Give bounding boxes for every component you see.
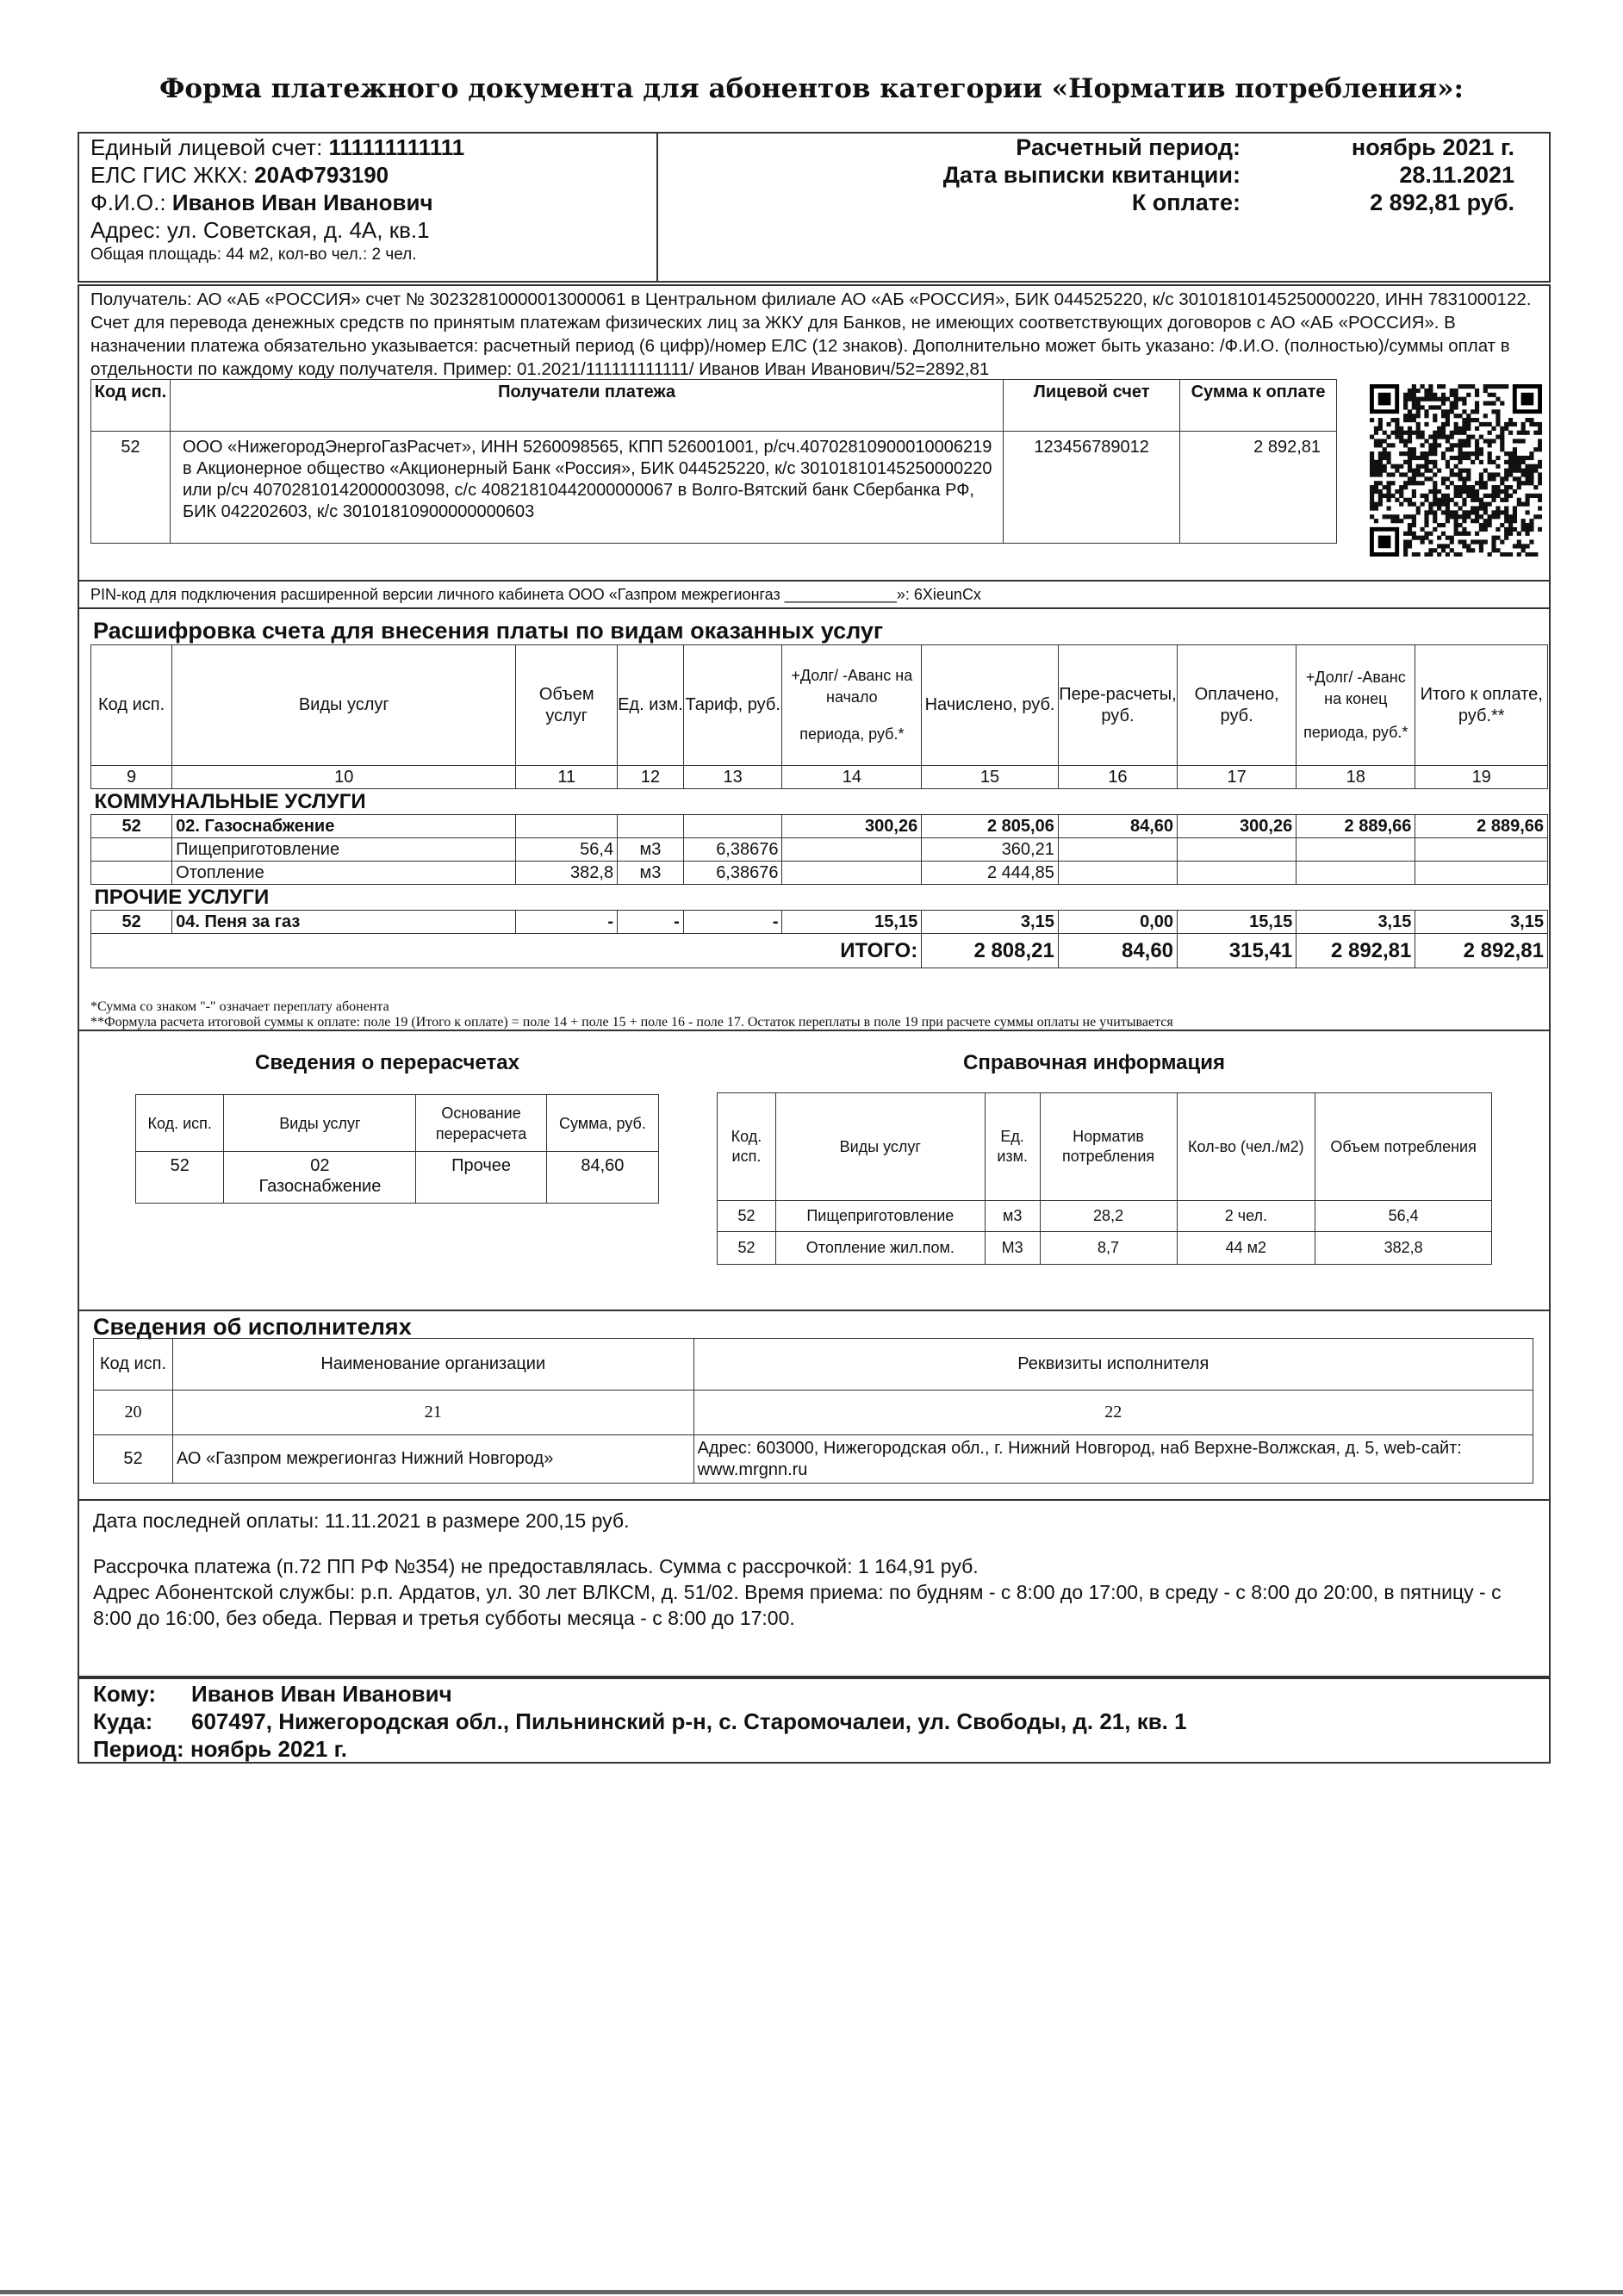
- row-tariff: -: [683, 911, 782, 934]
- exec-code: 52: [94, 1435, 173, 1484]
- col-unit-header: Ед. изм.: [618, 645, 684, 766]
- row-code: 52: [91, 815, 172, 838]
- row-unit: м3: [618, 838, 684, 862]
- row-charged: 360,21: [922, 838, 1059, 862]
- totals-recalc: 84,60: [1058, 934, 1177, 968]
- exec-header-org: Наименование организации: [172, 1339, 693, 1391]
- recalc-code: 52: [136, 1152, 224, 1204]
- ref-code: 52: [718, 1201, 776, 1232]
- date-label: Дата выписки квитанции:: [942, 162, 1241, 188]
- header-divider: [656, 134, 658, 282]
- row-debt-start: 15,15: [782, 911, 922, 934]
- ref-unit: м3: [985, 1201, 1040, 1232]
- debt-start-top-text: +Долг/ -Аванс на начало: [791, 667, 913, 706]
- recalc-title: Сведения о перерасчетах: [255, 1051, 519, 1074]
- col-tariff-header: Тариф, руб.: [683, 645, 782, 766]
- col-total-header: Итого к оплате, руб.**: [1415, 645, 1548, 766]
- ref-qty: 2 чел.: [1177, 1201, 1315, 1232]
- exec-num: 21: [172, 1391, 693, 1435]
- row-total: 3,15: [1415, 911, 1548, 934]
- recipient-text: Получатель: АО «АБ «РОССИЯ» счет № 30232810000013000061 в Центральном филиале АО «АБ «РОССИЯ», БИК 044525220, к/с 30101810145250000220, ИНН 7831000122. Счет для перевода денежных средств по принятым платежам физических лиц за ЖКУ для Банков, не имеющих соответствующих договоров с АО «АБ «РОССИЯ». В назначении платежа обязательно указывается: расчетный период (6 цифр)/номер ЕЛС (12 знаков). Дополнительно может быть указано: /Ф.И.О. (полностью)/суммы оплат в отдельности по каждому коду получателя. Пример: 01.2021/111111111111/ Иванов Иван Иванович/52=2892,81: [90, 289, 1532, 379]
- payees-header-account: Лицевой счет: [1004, 380, 1180, 432]
- exec-org: АО «Газпром межрегионгаз Нижний Новгород»: [172, 1435, 693, 1484]
- table-row: [718, 1201, 1492, 1232]
- totals-total: 2 892,81: [1415, 934, 1548, 968]
- ref-norm: 28,2: [1040, 1201, 1177, 1232]
- ref-qty: 44 м2: [1177, 1232, 1315, 1265]
- row-service: Отопление: [172, 862, 516, 885]
- col-num: 13: [683, 766, 782, 789]
- col-num: 19: [1415, 766, 1548, 789]
- footnote-2: **Формула расчета итоговой суммы к оплате: поле 19 (Итого к оплате) = поле 14 + поле 15 + поле 16 - поле 17. Остаток переплаты в поле 19 при расчете суммы оплаты не учитывается: [90, 1015, 1173, 1030]
- where-value: 607497, Нижегородская обл., Пильнинский р-н, с. Старомочалеи, ул. Свободы, д. 21, кв. 1: [191, 1708, 1187, 1734]
- services-title: Расшифровка счета для внесения платы по видам оказанных услуг: [93, 618, 884, 644]
- col-debt-end-header: [1297, 645, 1415, 766]
- ref-header-service: Виды услуг: [775, 1093, 985, 1201]
- ref-header-norm: Норматив потребления: [1040, 1093, 1177, 1201]
- debt-start-bottom-text: периода, руб.*: [799, 725, 905, 743]
- totals-debt-end: 2 892,81: [1297, 934, 1415, 968]
- table-row: [94, 1435, 1533, 1484]
- col-recalc-header: Пере-расчеты, руб.: [1058, 645, 1177, 766]
- col-debt-start-header: [782, 645, 922, 766]
- col-num: 12: [618, 766, 684, 789]
- totals-row: [91, 934, 1548, 968]
- row-recalc: 0,00: [1058, 911, 1177, 934]
- debt-end-top-text: +Долг/ -Аванс на конец: [1305, 669, 1406, 707]
- fio-label: Ф.И.О.:: [90, 190, 166, 215]
- row-charged: 3,15: [922, 911, 1059, 934]
- exec-num: 22: [693, 1391, 1533, 1435]
- row-charged: 2 444,85: [922, 862, 1059, 885]
- exec-details: Адрес: 603000, Нижегородская обл., г. Нижний Новгород, наб Верхне-Волжская, д. 5, web-сайт: www.mrgnn.ru: [693, 1435, 1533, 1484]
- table-row: [91, 862, 1548, 885]
- table-row: [91, 815, 1548, 838]
- row-recalc: 84,60: [1058, 815, 1177, 838]
- recalc-header-sum: Сумма, руб.: [546, 1095, 658, 1152]
- row-service: 04. Пеня за газ: [172, 911, 516, 934]
- date-value: 28.11.2021: [1399, 162, 1514, 188]
- exec-header-details: Реквизиты исполнителя: [693, 1339, 1533, 1391]
- ref-norm: 8,7: [1040, 1232, 1177, 1265]
- address-period: Период: ноябрь 2021 г.: [93, 1736, 348, 1762]
- col-paid-header: Оплачено, руб.: [1178, 645, 1297, 766]
- col-code-header: Код исп.: [91, 645, 172, 766]
- recalc-basis: Прочее: [416, 1152, 546, 1204]
- to-value: Иванов Иван Иванович: [191, 1681, 452, 1707]
- exec-header-code: Код исп.: [94, 1339, 173, 1391]
- els-value: 111111111111: [328, 134, 465, 160]
- ref-header-code: Код. исп.: [718, 1093, 776, 1201]
- payee-sum: 2 892,81: [1180, 432, 1337, 544]
- totals-paid: 315,41: [1178, 934, 1297, 968]
- services-table: [90, 644, 1548, 968]
- group-utilities: КОММУНАЛЬНЫЕ УСЛУГИ: [91, 789, 1548, 815]
- row-tariff: 6,38676: [683, 838, 782, 862]
- gis-label: ЕЛС ГИС ЖКХ:: [90, 162, 248, 188]
- last-payment-text: Дата последней оплаты: 11.11.2021 в размере 200,15 руб.: [93, 1509, 630, 1532]
- fio-value: Иванов Иван Иванович: [171, 190, 433, 215]
- totals-charged: 2 808,21: [922, 934, 1059, 968]
- row-paid: 300,26: [1178, 815, 1297, 838]
- debt-end-bottom-text: периода, руб.*: [1303, 724, 1408, 741]
- ref-service: Пищеприготовление: [775, 1201, 985, 1232]
- gis-value: 20АФ793190: [254, 162, 389, 188]
- qr-code[interactable]: [1370, 384, 1542, 557]
- area-line: Общая площадь: 44 м2, кол-во чел.: 2 чел.: [90, 246, 417, 264]
- recalc-header-code: Код. исп.: [136, 1095, 224, 1152]
- recalc-header-basis: Основание перерасчета: [416, 1095, 546, 1152]
- col-num: 10: [172, 766, 516, 789]
- ref-service: Отопление жил.пом.: [775, 1232, 985, 1265]
- executors-title: Сведения об исполнителях: [93, 1314, 412, 1340]
- footnote-1: *Сумма со знаком "-" означает переплату абонента: [90, 999, 389, 1014]
- col-num: 11: [516, 766, 618, 789]
- row-tariff: 6,38676: [683, 862, 782, 885]
- recalc-header-service: Виды услуг: [224, 1095, 416, 1152]
- row-total: 2 889,66: [1415, 815, 1548, 838]
- payees-header-name: Получатели платежа: [170, 380, 1003, 432]
- row-volume: 56,4: [516, 838, 618, 862]
- address-block: [93, 1680, 1187, 1763]
- pin-text: PIN-код для подключения расширенной версии личного кабинета ООО «Газпром межрегионгаз _____________»: 6XieunCx: [90, 586, 981, 603]
- group-other: ПРОЧИЕ УСЛУГИ: [91, 885, 1548, 911]
- ref-code: 52: [718, 1232, 776, 1265]
- els-label: Единый лицевой счет:: [90, 134, 323, 160]
- period-value: ноябрь 2021 г.: [1351, 134, 1514, 160]
- col-volume-header: Объем услуг: [516, 645, 618, 766]
- row-volume: 382,8: [516, 862, 618, 885]
- pay-value: 2 892,81 руб.: [1370, 190, 1514, 215]
- col-num: 16: [1058, 766, 1177, 789]
- row-code: 52: [91, 911, 172, 934]
- ref-unit: М3: [985, 1232, 1040, 1265]
- col-num: 18: [1297, 766, 1415, 789]
- payees-table: [90, 379, 1337, 544]
- ref-volume: 56,4: [1315, 1201, 1492, 1232]
- col-num: 14: [782, 766, 922, 789]
- table-row: [91, 911, 1548, 934]
- row-charged: 2 805,06: [922, 815, 1059, 838]
- to-label: Кому:: [93, 1681, 157, 1707]
- executors-table: [93, 1338, 1533, 1484]
- ref-header-volume: Объем потребления: [1315, 1093, 1492, 1201]
- ref-header-qty: Кол-во (чел./м2): [1177, 1093, 1315, 1201]
- col-charged-header: Начислено, руб.: [922, 645, 1059, 766]
- totals-label: ИТОГО:: [91, 934, 922, 968]
- period-label: Расчетный период:: [1016, 134, 1241, 160]
- address-line: Адрес: ул. Советская, д. 4А, кв.1: [90, 217, 430, 243]
- pay-label: К оплате:: [1131, 190, 1241, 215]
- payee-account: 123456789012: [1004, 432, 1180, 544]
- installment-text: Рассрочка платежа (п.72 ПП РФ №354) не предоставлялась. Сумма с рассрочкой: 1 164,91 руб.: [93, 1555, 979, 1577]
- row-volume: -: [516, 911, 618, 934]
- office-text: Адрес Абонентской службы: р.п. Ардатов, ул. 30 лет ВЛКСМ, д. 51/02. Время приема: по будням - с 8:00 до 17:00, в среду - с 8:00 до 20:00, в пятницу - с 8:00 до 16:00, без обеда. Первая и третья субботы месяца - с 8:00 до 17:00.: [93, 1581, 1502, 1629]
- reference-table: [717, 1092, 1492, 1265]
- row-debt-start: 300,26: [782, 815, 922, 838]
- recalc-service: 02 Газоснабжение: [224, 1152, 416, 1204]
- row-unit: -: [618, 911, 684, 934]
- ref-header-unit: Ед. изм.: [985, 1093, 1040, 1201]
- payee-name: ООО «НижегородЭнергоГазРасчет», ИНН 5260098565, КПП 526001001, р/сч.40702810900010006219 в Акционерное общество «Акционерный Банк «Россия», БИК 044525220, к/с 30101810145250000220 или р/сч 40702810142000003098, с/с 40821810442000000067 в Волго-Вятский банк Сбербанка РФ, БИК 042202603, к/с 30101810900000000603: [170, 432, 1003, 544]
- row-debt-end: 2 889,66: [1297, 815, 1415, 838]
- payees-header-code: Код исп.: [91, 380, 171, 432]
- scan-edge-line: [0, 2290, 1623, 2294]
- col-service-header: Виды услуг: [172, 645, 516, 766]
- where-label: Куда:: [93, 1708, 153, 1734]
- payees-header-sum: Сумма к оплате: [1180, 380, 1337, 432]
- row-unit: м3: [618, 862, 684, 885]
- table-row: [718, 1232, 1492, 1265]
- account-info: [90, 134, 464, 266]
- exec-num: 20: [94, 1391, 173, 1435]
- recalc-table: [135, 1094, 659, 1204]
- table-row: [136, 1152, 659, 1204]
- payee-code: 52: [91, 432, 171, 544]
- document-title: Форма платежного документа для абонентов категории «Норматив потребления»:: [159, 73, 1464, 104]
- table-row: [91, 838, 1548, 862]
- column-numbers-row: [91, 766, 1548, 789]
- reference-title: Справочная информация: [963, 1051, 1226, 1074]
- row-paid: 15,15: [1178, 911, 1297, 934]
- col-num: 17: [1178, 766, 1297, 789]
- row-debt-end: 3,15: [1297, 911, 1415, 934]
- row-service: 02. Газоснабжение: [172, 815, 516, 838]
- recalc-sum: 84,60: [546, 1152, 658, 1204]
- table-row: [91, 432, 1337, 544]
- col-num: 9: [91, 766, 172, 789]
- ref-volume: 382,8: [1315, 1232, 1492, 1265]
- row-service: Пищеприготовление: [172, 838, 516, 862]
- col-num: 15: [922, 766, 1059, 789]
